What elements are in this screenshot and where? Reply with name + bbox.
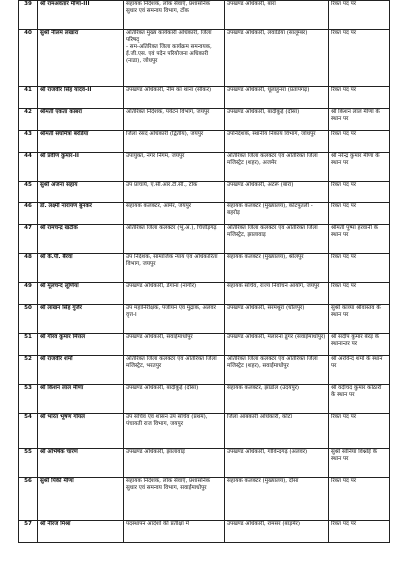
new-posting: उपखण्ड अधिकारी, मलारना डूंगर (सवाईमाधोपुर) bbox=[225, 334, 329, 356]
officer-name: श्री लाखन सिंह गुर्जर bbox=[38, 305, 124, 334]
serial-number: 41 bbox=[19, 87, 38, 109]
officer-name: सुश्री नीलम लखारा bbox=[38, 30, 124, 87]
serial-number: 43 bbox=[19, 131, 38, 153]
table-row bbox=[19, 305, 390, 334]
serial-number: 40 bbox=[19, 30, 38, 87]
current-posting: जिला रसद अधिकारी (द्वितीय), जयपुर bbox=[124, 131, 225, 153]
current-posting: उपखण्ड अधिकारी, डेगाना (नागौर) bbox=[124, 283, 225, 305]
table-row bbox=[19, 356, 390, 385]
table-row bbox=[19, 1, 390, 30]
table-row bbox=[19, 153, 390, 182]
serial-number: 49 bbox=[19, 283, 38, 305]
serial-number: 48 bbox=[19, 254, 38, 283]
officer-name: श्री नीरज मिश्रा bbox=[38, 521, 124, 543]
current-posting: सहायक कलक्टर, आमेर, जयपुर bbox=[124, 203, 225, 225]
current-posting: अतिरिक्त निदेशक, पर्यटन विभाग, जयपुर bbox=[124, 109, 225, 131]
table-row bbox=[19, 109, 390, 131]
officer-name: श्री राजवीर सिंह यादव-II bbox=[38, 87, 124, 109]
current-posting: उपखण्ड अधिकारी, झालावाड़ bbox=[124, 449, 225, 478]
remark: श्री संदीप कुमार बेरड़ के स्थानान्तर पर bbox=[329, 334, 390, 356]
remark: रिक्त पद पर bbox=[329, 254, 390, 283]
serial-number: 39 bbox=[19, 1, 38, 30]
new-posting: उपखण्ड अधिकारी, गोविन्दगढ़ (अलवर) bbox=[225, 449, 329, 478]
remark: रिक्त पद पर bbox=[329, 30, 390, 87]
new-posting: सहायक सचिव, राज्य निर्वाचन आयोग, जयपुर bbox=[225, 283, 329, 305]
table-row bbox=[19, 521, 390, 543]
current-posting: उपायुक्त, नगर निगम, जयपुर bbox=[124, 153, 225, 182]
new-posting: सहायक कलक्टर, झाडोल (उदयपुर) bbox=[225, 385, 329, 414]
new-posting: उपखण्ड अधिकारी, लवाडिया (सालूम्बर) bbox=[225, 30, 329, 87]
officer-name: श्री किशन लाल मीणा bbox=[38, 385, 124, 414]
table-row bbox=[19, 283, 390, 305]
serial-number: 42 bbox=[19, 109, 38, 131]
current-posting: सहायक निदेशक, लोक सेवाएँ, प्रशासनिक सुधार एवं समन्वय विभाग, सवाईमाधोपुर bbox=[124, 478, 225, 521]
current-posting: उप महानिरीक्षक, पंजीयन एवं मुद्रांक, अलवर वृत्त-I bbox=[124, 305, 225, 334]
table-body bbox=[19, 1, 390, 543]
remark: श्री अरविन्द शर्मा के स्थान पर bbox=[329, 356, 390, 385]
new-posting: उपखण्ड अधिकारी, बारां bbox=[225, 1, 329, 30]
table-row bbox=[19, 334, 390, 356]
serial-number: 53 bbox=[19, 385, 38, 414]
remark: रिक्त पद पर bbox=[329, 87, 390, 109]
officer-name: श्री गौरव कुमार मित्तल bbox=[38, 334, 124, 356]
remark: सुश्री काव्या श्रीवास्तव के स्थान पर bbox=[329, 305, 390, 334]
new-posting: अतिरिक्त जिला कलक्टर एवं अतिरिक्त जिला मजिस्ट्रेट (शहर), सवाईमाधोपुर bbox=[225, 356, 329, 385]
serial-number: 44 bbox=[19, 153, 38, 182]
current-posting: उप प्राचार्य, ए.सी.आर.टी.सी., टोंक bbox=[124, 182, 225, 203]
current-posting: उपखण्ड अधिकारी, बांदीकुई (दौसा) bbox=[124, 385, 225, 414]
remark: रिक्त पद पर bbox=[329, 521, 390, 543]
new-posting: उपखण्ड अधिकारी, सरमथुरा (धौलपुर) bbox=[225, 305, 329, 334]
current-posting: उप सचिव एवं शासन उप सचिव (प्रथम), पंचायती राज विभाग, जयपुर bbox=[124, 414, 225, 449]
officer-name: श्री भारत भूषण गोयल bbox=[38, 414, 124, 449]
table-row bbox=[19, 478, 390, 521]
officer-name: श्री रामचन्द्र खटीक bbox=[38, 225, 124, 254]
serial-number: 45 bbox=[19, 182, 38, 203]
serial-number: 57 bbox=[19, 521, 38, 543]
remark: रिक्त पद पर bbox=[329, 283, 390, 305]
transfer-list-table bbox=[18, 0, 390, 543]
remark: श्री किशन लाल मीणा के स्थान पर bbox=[329, 109, 390, 131]
serial-number: 46 bbox=[19, 203, 38, 225]
new-posting: अतिरिक्त जिला कलक्टर एवं अतिरिक्त जिला मजिस्ट्रेट (शहर), अजमेर bbox=[225, 153, 329, 182]
current-posting: उपखण्ड अधिकारी, नीम का थाना (सीकर) bbox=[124, 87, 225, 109]
serial-number: 51 bbox=[19, 334, 38, 356]
new-posting: उपखण्ड अधिकारी, बांदीकुई (दौसा) bbox=[225, 109, 329, 131]
officer-name: डॉ. लक्ष्मी नारायण बुनकर bbox=[38, 203, 124, 225]
officer-name: श्रीमती एकता काबरा bbox=[38, 109, 124, 131]
new-posting: अतिरिक्त जिला कलक्टर एवं अतिरिक्त जिला मजिस्ट्रेट, झालावाड़ bbox=[225, 225, 329, 254]
new-posting: सहायक कलक्टर (मुख्यालय), कोटपुतली - बहरोड़ bbox=[225, 203, 329, 225]
serial-number: 54 bbox=[19, 414, 38, 449]
remark: सुश्री सोनिया विश्नोई के स्थान पर bbox=[329, 449, 390, 478]
table-row bbox=[19, 254, 390, 283]
current-posting: उपखण्ड अधिकारी, सवाईमाधोपुर bbox=[124, 334, 225, 356]
serial-number: 55 bbox=[19, 449, 38, 478]
table-row bbox=[19, 414, 390, 449]
current-posting: उप निदेशक, सामाजिक न्याय एवं अधिकारिता विभाग, जयपुर bbox=[124, 254, 225, 283]
new-posting: सहायक कलक्टर (मुख्यालय), दौसा bbox=[225, 478, 329, 521]
table-row bbox=[19, 225, 390, 254]
serial-number: 52 bbox=[19, 356, 38, 385]
remark: रिक्त पद पर bbox=[329, 1, 390, 30]
officer-name: श्री रामअवतार मीणा-III bbox=[38, 1, 124, 30]
remark: श्री नरेन्द्र कुमार मीणा के स्थान पर bbox=[329, 153, 390, 182]
table-row bbox=[19, 203, 390, 225]
table-row bbox=[19, 87, 390, 109]
new-posting: उपखण्ड अधिकारी, अटरू (बारां) bbox=[225, 182, 329, 203]
serial-number: 47 bbox=[19, 225, 38, 254]
current-posting: अतिरिक्त जिला कलक्टर (भू.अ.), चित्तौड़गढ़ bbox=[124, 225, 225, 254]
new-posting: जिला आबकारी अधिकारी, कोटा bbox=[225, 414, 329, 449]
new-posting: उपखण्ड अधिकारी, धूलाहुनरा (प्रतापगढ़) bbox=[225, 87, 329, 109]
officer-name: श्री राजवीर शर्मा bbox=[38, 356, 124, 385]
current-posting: पदस्थापन आदेशों की प्रतीक्षा में bbox=[124, 521, 225, 543]
serial-number: 50 bbox=[19, 305, 38, 334]
current-posting: अतिरिक्त मुख्य कार्यकारी अधिकारी, जिला परिषद् - सम-अतिरिक्त जिला कार्यक्रम समन्वयक, ई.जी.एस. एवं पदेन परियोजना अधिकारी (नाडा), जोधपुर bbox=[124, 30, 225, 87]
remark: रिक्त पद पर bbox=[329, 131, 390, 153]
officer-name: श्री के.पी. बैरवा bbox=[38, 254, 124, 283]
table-row bbox=[19, 131, 390, 153]
current-posting: अतिरिक्त जिला कलक्टर एवं अतिरिक्त जिला मजिस्ट्रेट, भरतपुर bbox=[124, 356, 225, 385]
remark: रिक्त पद पर bbox=[329, 182, 390, 203]
table-row bbox=[19, 30, 390, 87]
remark: रिक्त पद पर bbox=[329, 203, 390, 225]
current-posting: सहायक निदेशक, लोक सेवाएँ, प्रशासनिक सुधार एवं समन्वय विभाग, टोंक bbox=[124, 1, 225, 30]
new-posting: उपनिदेशक, स्थानीय निकाय विभाग, जोधपुर bbox=[225, 131, 329, 153]
remark: श्री वर्दीचंद कुमार कोठारी के स्थान पर bbox=[329, 385, 390, 414]
table-row bbox=[19, 385, 390, 414]
officer-name: श्री अभिषेक चारण bbox=[38, 449, 124, 478]
table-row bbox=[19, 449, 390, 478]
officer-name: श्री मूलचन्द लूणिया bbox=[38, 283, 124, 305]
remark: श्रीमती पुष्पा हरवानी के स्थान पर bbox=[329, 225, 390, 254]
remark: रिक्त पद पर bbox=[329, 478, 390, 521]
officer-name: श्री प्रवीण कुमार-II bbox=[38, 153, 124, 182]
officer-name: सुश्री पिंकी मीणा bbox=[38, 478, 124, 521]
remark: रिक्त पद पर bbox=[329, 414, 390, 449]
new-posting: सहायक कलक्टर (मुख्यालय), श्रीलपुर bbox=[225, 254, 329, 283]
officer-name: श्रीमती संघमित्रा बरडिया bbox=[38, 131, 124, 153]
serial-number: 56 bbox=[19, 478, 38, 521]
table-row bbox=[19, 182, 390, 203]
officer-name: सुश्री अंजना सहाय bbox=[38, 182, 124, 203]
new-posting: उपखण्ड अधिकारी, रामसर (बाड़मेर) bbox=[225, 521, 329, 543]
